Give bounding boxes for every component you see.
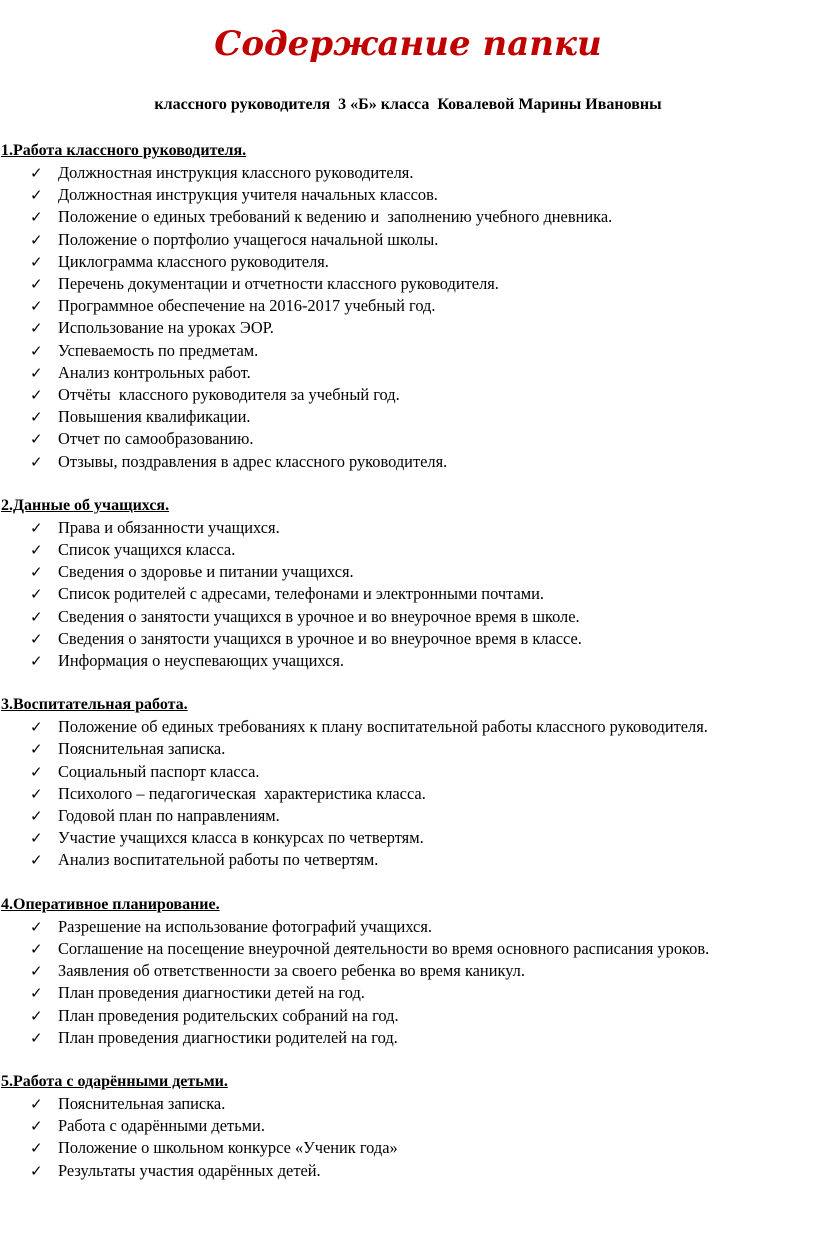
checkmark-icon: ✓ — [30, 341, 43, 360]
checkmark-icon: ✓ — [30, 851, 43, 870]
list-item — [0, 517, 816, 539]
list-item-text: Права и обязанности учащихся. — [58, 517, 280, 537]
checkmark-icon: ✓ — [30, 1161, 43, 1180]
list-item-text: Результаты участия одарённых детей. — [58, 1160, 321, 1180]
list-item-text: Положение о школьном конкурсе «Ученик года» — [58, 1138, 398, 1158]
list-item — [0, 362, 816, 384]
list-item — [0, 295, 816, 317]
list-item-text: План проведения диагностики родителей на год. — [58, 1027, 398, 1047]
checkmark-icon: ✓ — [30, 252, 43, 271]
list-item-text: Отзывы, поздравления в адрес классного руководителя. — [58, 451, 448, 471]
checkmark-icon: ✓ — [30, 363, 43, 382]
checkmark-icon: ✓ — [30, 164, 43, 182]
checkmark-icon: ✓ — [30, 230, 43, 249]
list-item — [0, 273, 816, 295]
checkmark-icon: ✓ — [30, 718, 43, 737]
checkmark-icon: ✓ — [30, 984, 43, 1003]
list-item — [0, 982, 816, 1004]
list-item-text: Заявления об ответственности за своего ребенка во время каникул. — [58, 961, 525, 981]
list-item-text: Список родителей с адресами, телефонами и электронными почтами. — [58, 584, 544, 604]
section-3 — [0, 694, 816, 871]
checkmark-icon: ✓ — [30, 275, 43, 294]
list-item-text: Перечень документации и отчетности классного руководителя. — [58, 274, 499, 294]
list-item — [0, 162, 816, 184]
list-item — [0, 340, 816, 362]
list-item — [0, 1093, 816, 1115]
checkmark-icon: ✓ — [30, 607, 43, 626]
list-item-text: Успеваемость по предметам. — [58, 340, 259, 360]
list-item — [0, 229, 816, 251]
list-item-text: Работа с одарёнными детьми. — [58, 1116, 265, 1136]
list-item — [0, 317, 816, 339]
list-item — [0, 1005, 816, 1027]
list-item-text: Должностная инструкция классного руководителя. — [58, 163, 414, 182]
list-item — [0, 716, 816, 738]
list-item — [0, 916, 816, 938]
list-item — [0, 783, 816, 805]
checkmark-icon: ✓ — [30, 386, 43, 405]
list-item — [0, 428, 816, 450]
checkmark-icon: ✓ — [30, 1028, 43, 1047]
list-item-text: Социальный паспорт класса. — [58, 761, 260, 781]
document-title: Содержание папки — [214, 24, 602, 64]
list-item — [0, 384, 816, 406]
section-4 — [0, 894, 816, 1049]
list-item — [0, 251, 816, 273]
list-item-text: Сведения о занятости учащихся в урочное и во внеурочное время в классе. — [58, 628, 582, 648]
list-item-text: Программное обеспечение на 2016-2017 учебный год. — [58, 296, 436, 316]
list-item-text: Сведения о занятости учащихся в урочное и во внеурочное время в школе. — [58, 606, 580, 626]
list-item-text: Положение о портфолио учащегося начальной школы. — [58, 229, 439, 249]
checkmark-icon: ✓ — [30, 452, 43, 471]
checkmark-icon: ✓ — [30, 939, 43, 958]
list-item-text: План проведения родительских собраний на год. — [58, 1005, 399, 1025]
list-item-text: Должностная инструкция учителя начальных классов. — [58, 185, 438, 205]
checkmark-icon: ✓ — [30, 1094, 43, 1113]
section-5 — [0, 1071, 816, 1182]
list-item-text: Положение о единых требований к ведению и заполнению учебного дневника. — [58, 207, 613, 227]
list-item — [0, 827, 816, 849]
list-item-text: Отчет по самообразованию. — [58, 429, 254, 449]
section-heading: 5.Работа с одарёнными детьми. — [1, 1072, 228, 1090]
checkmark-icon: ✓ — [30, 962, 43, 981]
checkmark-icon: ✓ — [30, 1139, 43, 1158]
section-heading: 2.Данные об учащихся. — [1, 496, 170, 514]
list-item — [0, 938, 816, 960]
checkmark-icon: ✓ — [30, 784, 43, 803]
checkmark-icon: ✓ — [30, 829, 43, 848]
list-item — [0, 761, 816, 783]
list-item — [0, 849, 816, 871]
list-item — [0, 738, 816, 760]
list-item — [0, 1137, 816, 1159]
list-item — [0, 539, 816, 561]
list-item — [0, 960, 816, 982]
checkmark-icon: ✓ — [30, 629, 43, 648]
checklist — [0, 162, 816, 473]
checkmark-icon: ✓ — [30, 186, 43, 205]
list-item — [0, 451, 816, 473]
checklist — [0, 916, 816, 1049]
list-item-text: Пояснительная записка. — [58, 1093, 226, 1113]
checkmark-icon: ✓ — [30, 585, 43, 604]
section-heading: 4.Оперативное планирование. — [1, 895, 220, 913]
checkmark-icon: ✓ — [30, 1117, 43, 1136]
list-item-text: Психолого – педагогическая характеристика класса. — [58, 783, 426, 803]
list-item-text: Положение об единых требованиях к плану воспитательной работы классного руководителя. — [58, 717, 708, 737]
list-item-text: План проведения диагностики детей на год. — [58, 983, 365, 1003]
list-item — [0, 606, 816, 628]
checklist — [0, 716, 816, 871]
list-item — [0, 805, 816, 827]
section-2 — [0, 495, 816, 672]
list-item-text: Информация о неуспевающих учащихся. — [58, 651, 345, 671]
list-item-text: Отчёты классного руководителя за учебный год. — [58, 385, 400, 405]
checkmark-icon: ✓ — [30, 319, 43, 338]
checkmark-icon: ✓ — [30, 541, 43, 560]
checkmark-icon: ✓ — [30, 917, 43, 936]
checklist — [0, 517, 816, 672]
list-item-text: Годовой план по направлениям. — [58, 806, 280, 826]
list-item — [0, 628, 816, 650]
list-item-text: Соглашение на посещение внеурочной деятельности во время основного расписания уроков. — [58, 938, 710, 958]
checkmark-icon: ✓ — [30, 297, 43, 316]
list-item-text: Циклограмма классного руководителя. — [58, 251, 329, 271]
list-item-text: Использование на уроках ЭОР. — [58, 318, 274, 338]
sections-container — [0, 140, 816, 1204]
list-item — [0, 406, 816, 428]
list-item — [0, 1115, 816, 1137]
list-item — [0, 1027, 816, 1049]
list-item-text: Повышения квалификации. — [58, 407, 251, 427]
list-item-text: Сведения о здоровье и питании учащихся. — [58, 562, 354, 582]
list-item — [0, 1160, 816, 1182]
checklist — [0, 1093, 816, 1182]
checkmark-icon: ✓ — [30, 762, 43, 781]
checkmark-icon: ✓ — [30, 1006, 43, 1025]
list-item — [0, 561, 816, 583]
section-heading: 1.Работа классного руководителя. — [1, 142, 247, 159]
checkmark-icon: ✓ — [30, 807, 43, 826]
list-item — [0, 583, 816, 605]
list-item — [0, 650, 816, 672]
list-item-text: Разрешение на использование фотографий учащихся. — [58, 916, 432, 936]
checkmark-icon: ✓ — [30, 430, 43, 449]
document-subtitle: классного руководителя 3 «Б» класса Ковалевой Марины Ивановны — [154, 96, 662, 113]
list-item — [0, 206, 816, 228]
list-item-text: Пояснительная записка. — [58, 739, 226, 759]
section-heading: 3.Воспитательная работа. — [1, 696, 188, 714]
checkmark-icon: ✓ — [30, 740, 43, 759]
checkmark-icon: ✓ — [30, 652, 43, 671]
checkmark-icon: ✓ — [30, 518, 43, 537]
list-item-text: Список учащихся класса. — [58, 540, 236, 560]
checkmark-icon: ✓ — [30, 408, 43, 427]
checkmark-icon: ✓ — [30, 208, 43, 227]
section-1 — [0, 140, 816, 473]
checkmark-icon: ✓ — [30, 563, 43, 582]
list-item-text: Участие учащихся класса в конкурсах по четвертям. — [58, 828, 424, 848]
list-item-text: Анализ контрольных работ. — [58, 362, 251, 382]
list-item-text: Анализ воспитательной работы по четвертям. — [58, 850, 379, 870]
list-item — [0, 184, 816, 206]
